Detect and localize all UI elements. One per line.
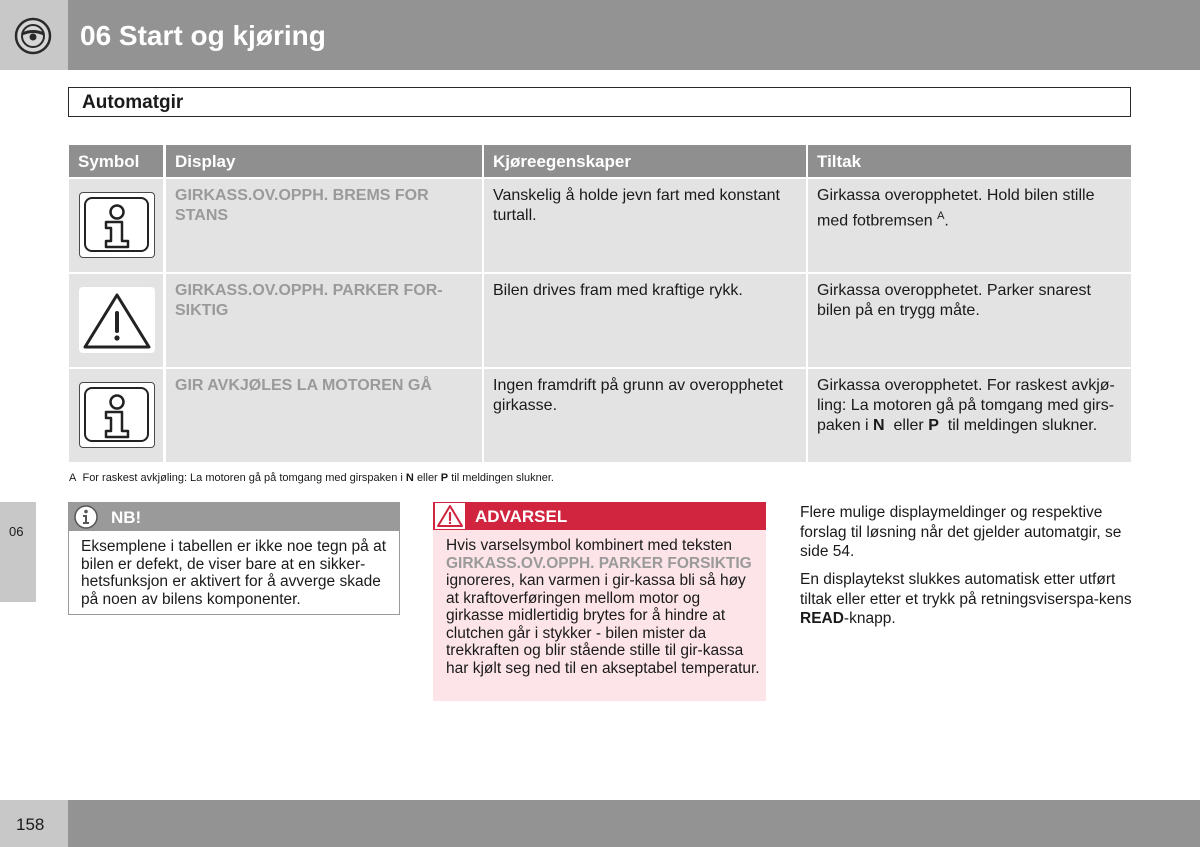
table-row-3-display: GIR AVKJØLES LA MOTOREN GÅ bbox=[166, 369, 482, 462]
table-row-2-behaviour: Bilen drives fram med kraftige rykk. bbox=[484, 274, 806, 367]
info-icon bbox=[79, 382, 155, 448]
table-row-2-symbol bbox=[69, 274, 163, 367]
table-row-3-behaviour: Ingen framdrift på grunn av overopphetet girkasse. bbox=[484, 369, 806, 462]
warning-body: Hvis varselsymbol kombinert med teksten GIRKASS.OV.OPPH. PARKER FORSIKTIG ignoreres, kan varmen i gir-kassa bli så høy at kraftoverføringen mellom motor og girkasse midlertidig brytes for å hindre at clutchen går i stykker - bilen mister da trekkraften og blir stående stille til gir-kassa har kjølt seg ned til en akseptabel temperatur. bbox=[446, 537, 760, 677]
table-footnote: A For raskest avkjøling: La motoren gå på tomgang med girspaken i N eller P til meldingen slukner. bbox=[69, 472, 554, 484]
table-row-3-action: Girkassa overopphetet. For raskest avkjø-ling: La motoren gå på tomgang med girs-paken i N eller P til meldingen slukner. bbox=[808, 369, 1131, 462]
table-row-3-symbol bbox=[69, 369, 163, 462]
info-circle-icon bbox=[74, 505, 98, 529]
note-header bbox=[69, 503, 399, 531]
footer-bar bbox=[68, 800, 1200, 847]
table-header-display: Display bbox=[166, 145, 482, 177]
message-table bbox=[69, 145, 1131, 462]
table-header-symbol: Symbol bbox=[69, 145, 163, 177]
info-icon bbox=[79, 192, 155, 258]
table-row-1-symbol bbox=[69, 179, 163, 272]
note-title: NB! bbox=[111, 508, 142, 527]
page-number: 158 bbox=[16, 815, 45, 834]
header-left-block bbox=[0, 0, 68, 70]
warning-box bbox=[433, 502, 766, 701]
table-row-1-behaviour: Vanskelig å holde jevn fart med konstant turtall. bbox=[484, 179, 806, 272]
info-paragraph-2: En displaytekst slukkes automatisk etter utført tiltak eller etter et trykk på retningsviserspa-kens READ-knapp. bbox=[800, 571, 1132, 627]
steering-wheel-icon bbox=[14, 17, 52, 55]
section-heading bbox=[68, 87, 1131, 117]
chapter-side-tab: 06 bbox=[0, 502, 36, 602]
note-body: Eksemplene i tabellen er ikke noe tegn på at bilen er defekt, de viser bare at en sikker-hetsfunksjon er aktivert for å avverge skade på noen av bilens komponenter. bbox=[81, 538, 387, 608]
table-row-1-display: GIRKASS.OV.OPPH. BREMS FOR STANS bbox=[166, 179, 482, 272]
info-paragraph-1: Flere mulige displaymeldinger og respektive forslag til løsning når det gjelder automatgir, se side 54. bbox=[800, 504, 1122, 560]
table-row-1-action: Girkassa overopphetet. Hold bilen stille med fotbremsen $^A$. bbox=[808, 179, 1131, 272]
note-box bbox=[68, 502, 400, 615]
page-title: 06 Start og kjøring bbox=[80, 20, 326, 51]
warning-triangle-icon bbox=[79, 287, 155, 353]
warning-title: ADVARSEL bbox=[475, 507, 568, 526]
warning-header bbox=[433, 502, 766, 530]
table-row-2-display: GIRKASS.OV.OPPH. PARKER FOR-SIKTIG bbox=[166, 274, 482, 367]
section-title: Automatgir bbox=[82, 92, 184, 113]
table-header-action: Tiltak bbox=[808, 145, 1131, 177]
table-row-2-action: Girkassa overopphetet. Parker snarest bilen på en trygg måte. bbox=[808, 274, 1131, 367]
warning-triangle-icon bbox=[435, 503, 465, 529]
table-header-behaviour: Kjøreegenskaper bbox=[484, 145, 806, 177]
